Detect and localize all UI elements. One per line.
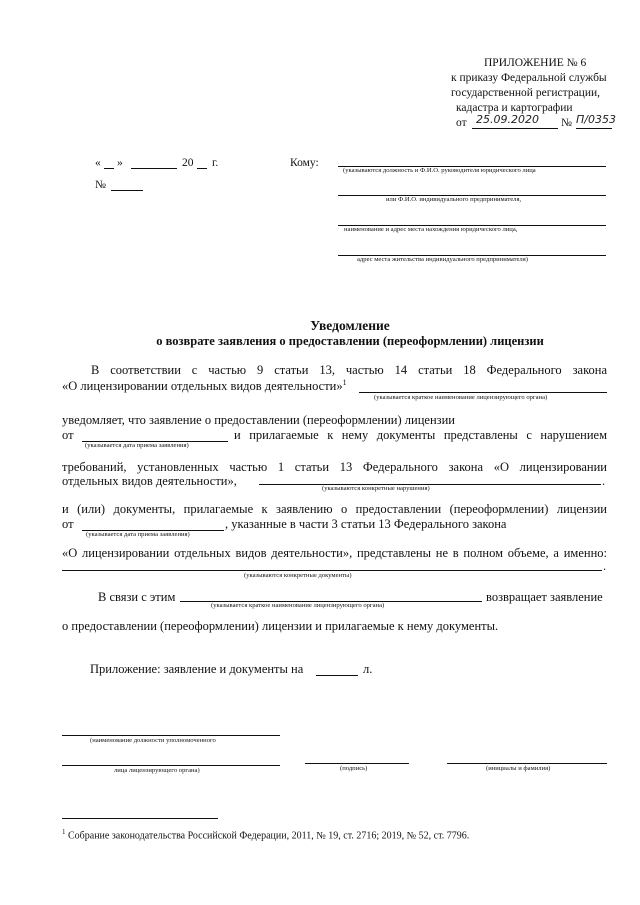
para1-line2: [62, 378, 347, 394]
recipient-caption-1: (указываются должность и Ф.И.О. руководителя юридического лица: [343, 167, 536, 174]
notice-title: Уведомление: [310, 318, 390, 333]
appendix-title: ПРИЛОЖЕНИЕ № 6: [484, 57, 587, 69]
para1-authority-line: [359, 392, 607, 393]
order-date-line: [472, 128, 558, 129]
notice-subtitle: о возврате заявления о предоставлении (переоформлении) лицензии: [156, 334, 544, 348]
recipient-caption-3: наименование и адрес места нахождения юридического лица,: [344, 226, 518, 233]
order-number-handwritten: П/0353: [576, 113, 616, 126]
para4-line1: и (или) документы, прилагаемые к заявлению о предоставлении (переоформлении) лицензии: [62, 502, 607, 516]
footnote-text: Собрание законодательства Российской Федерации, 2011, № 19, ст. 2716; 2019, № 52, ст. 7796.: [68, 830, 470, 842]
document-number-label: №: [95, 179, 106, 191]
footnote-separator: [62, 818, 218, 819]
para2-from: от: [62, 428, 74, 442]
para3-violations-caption: (указываются конкретные нарушения): [322, 485, 430, 492]
order-date-handwritten: 25.09.2020: [476, 113, 539, 126]
para6-end: возвращает заявление: [486, 590, 603, 604]
date-quote-close: »: [117, 157, 123, 169]
signature-sign-caption: (подпись): [340, 765, 368, 772]
date-quote-open: «: [95, 157, 101, 169]
order-number-label: №: [561, 117, 572, 129]
recipient-label: Кому:: [290, 157, 319, 169]
date-year-suffix: г.: [212, 157, 219, 169]
para7: о предоставлении (переоформлении) лицензии и прилагаемые к нему документы.: [62, 619, 499, 633]
recipient-caption-4: адрес места жительства индивидуального предпринимателя): [357, 256, 528, 263]
para2-line2: и прилагаемые к нему документы представлены с нарушением: [234, 428, 607, 442]
date-day-line: [104, 168, 114, 169]
attachment-pages-line: [316, 675, 358, 676]
document-number-line: [111, 190, 143, 191]
footnote-ref: 1: [342, 378, 347, 387]
para1-law-name: «О лицензировании отдельных видов деятельности»: [62, 379, 343, 394]
para3-line2: отдельных видов деятельности»,: [62, 474, 237, 488]
signature-sign-line: [305, 763, 409, 764]
order-number-line: [576, 128, 612, 129]
para6-start: В связи с этим: [98, 590, 176, 604]
appendix-line-cadastre: кадастра и картографии: [456, 102, 573, 114]
para6-authority-caption: (указывается краткое наименование лицензирующего органа): [211, 602, 385, 609]
para5-documents-caption: (указываются конкретные документы): [244, 572, 352, 579]
para5-documents-line: [62, 570, 602, 571]
signature-name-caption: (инициалы и фамилия): [486, 765, 551, 772]
date-month-line: [131, 168, 177, 169]
para3-line1: требований, установленных частью 1 статьи 13 Федерального закона «О лицензировании: [62, 460, 607, 474]
para4-date-caption: (указывается дата приема заявления): [86, 531, 190, 538]
para2-date-caption: (указывается дата приема заявления): [85, 442, 189, 449]
signature-position-caption-2: лица лицензирующего органа): [114, 767, 200, 774]
signature-position-line-1: [62, 735, 280, 736]
signature-position-caption-1: (наименование должности уполномоченного: [90, 737, 216, 744]
date-year-prefix: 20: [182, 157, 194, 169]
signature-name-line: [447, 763, 607, 764]
para4-from: от: [62, 517, 74, 531]
para5-line1: «О лицензировании отдельных видов деятельности», представлены не в полном объеме, а именно:: [62, 546, 607, 560]
para4-line2: , указанные в части 3 статьи 13 Федерального закона: [225, 517, 507, 531]
para5-end-period: .: [603, 559, 607, 573]
para1-line1: В соответствии с частью 9 статьи 13, частью 14 статьи 18 Федерального закона: [91, 363, 607, 377]
signature-position-line-2: [62, 765, 280, 766]
attachment-label: Приложение: заявление и документы на: [90, 662, 304, 676]
appendix-line-state-registration: государственной регистрации,: [451, 87, 601, 99]
para2-line1: уведомляет, что заявление о предоставлении (переоформлении) лицензии: [62, 413, 455, 427]
appendix-line-order: к приказу Федеральной службы: [451, 72, 607, 84]
footnote-mark: 1: [62, 828, 66, 836]
recipient-caption-2: или Ф.И.О. индивидуального предпринимателя,: [386, 196, 522, 203]
attachment-pages-suffix: л.: [363, 662, 373, 676]
para1-authority-caption: (указывается краткое наименование лицензирующего органа): [374, 394, 548, 401]
para3-violations-line: [259, 484, 601, 485]
footnote: [62, 828, 469, 841]
order-from-label: от: [456, 117, 467, 129]
date-year-line: [197, 168, 207, 169]
para3-end-period: .: [602, 474, 606, 488]
